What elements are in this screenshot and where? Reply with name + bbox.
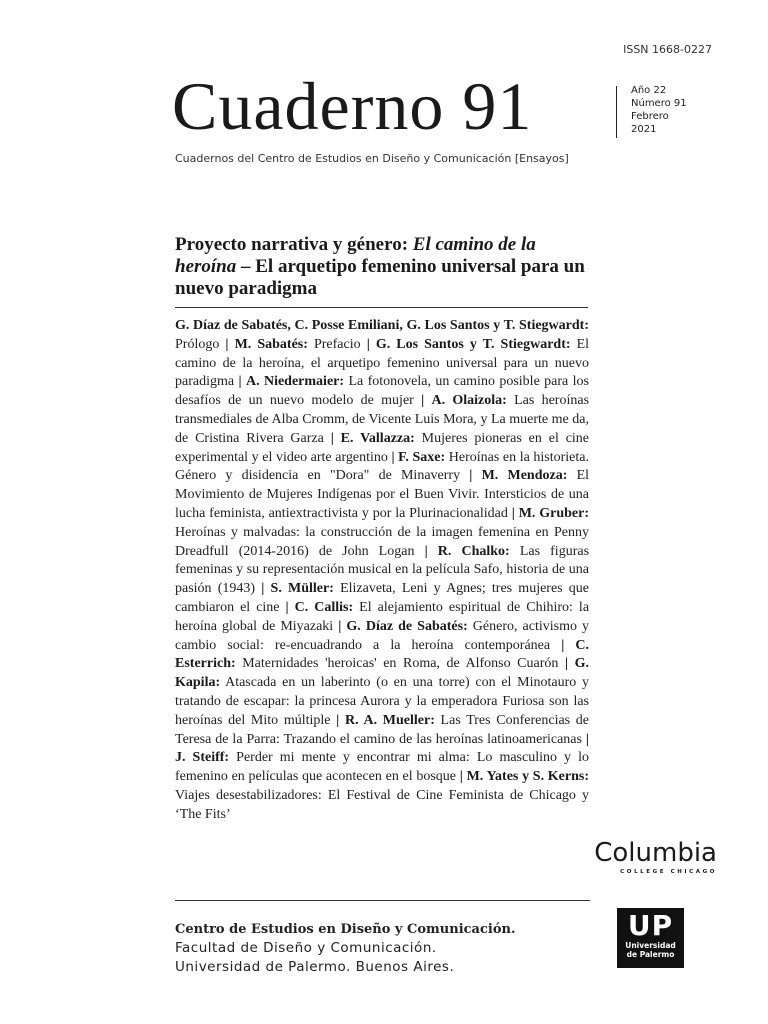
contents-entry-authors: S. Müller: xyxy=(270,581,334,597)
contents-separator: | xyxy=(469,468,473,484)
contents-entry-title: Heroínas en la historieta. Género y disidencia en "Dora" de Minaverry xyxy=(175,449,589,484)
contents-entry-title: Heroínas y malvadas: la construcción de la imagen femenina en Penny Dreadfull (2014-2016) de John Logan xyxy=(175,524,589,559)
issn-number: ISSN 1668-0227 xyxy=(623,43,712,56)
contents-entry-title: Género, activismo y cambio social: re-encuadrando a la heroína contemporánea xyxy=(175,618,590,653)
up-logo-mark: UP xyxy=(627,909,674,942)
article-title xyxy=(175,234,595,300)
contents-separator: | xyxy=(285,599,289,615)
contents-entry-title: El camino de la heroína, el arquetipo femenino universal para un nuevo paradigma xyxy=(175,336,590,390)
contents-entry-title: Las Tres Conferencias de Teresa de la Parra: Trazando el camino de las heroínas latinoamericanas xyxy=(175,712,590,747)
issue-date-year: 2021 xyxy=(631,124,657,135)
contents-separator: | xyxy=(424,543,428,559)
contents-entry-title: Prólogo xyxy=(175,336,220,352)
contents-entry-title: Prefacio xyxy=(313,336,361,352)
contents-separator: | xyxy=(511,505,515,521)
contents-entry-authors: J. Steiff: xyxy=(175,750,230,766)
footer-line-faculty: Facultad de Diseño y Comunicación. xyxy=(175,940,437,956)
contents-entry-title: Atascada en un laberinto (o en una torre) con el Minotauro y tratando de escapar: la princesa Aurora y la emperadora Furiosa son las heroínas del Mito múltiple xyxy=(175,675,589,728)
contents-separator: | xyxy=(261,581,265,597)
publisher-footer xyxy=(175,920,515,977)
table-of-contents xyxy=(175,317,589,825)
contents-entry-authors: R. A. Mueller: xyxy=(344,712,435,728)
contents-entry-title: Maternidades 'heroicas' en Roma, de Alfonso Cuarón xyxy=(242,656,559,672)
contents-separator: | xyxy=(238,374,242,390)
journal-title: Cuaderno 91 xyxy=(172,68,533,144)
article-title-italic: El camino de la heroína xyxy=(175,234,536,277)
contents-entry-authors: G. Kapila: xyxy=(175,656,589,691)
contents-entry-authors: G. Díaz de Sabatés, C. Posse Emiliani, G. Los Santos y T. Stiegwardt: xyxy=(175,318,589,333)
columbia-logo-name: Columbia xyxy=(594,838,717,868)
title-divider xyxy=(175,307,588,308)
up-university-logo xyxy=(617,908,684,968)
contents-entry-authors: F. Saxe: xyxy=(398,449,446,465)
contents-entry-title: El alejamiento espiritual de Chihiro: la heroína global de Miyazaki xyxy=(175,599,590,634)
contents-separator: | xyxy=(459,769,463,785)
contents-entry-title: Las figuras femeninas y su representación musical en la película Safo, historia de una pasión (1943) xyxy=(175,543,590,597)
contents-separator: | xyxy=(561,637,565,653)
journal-subtitle: Cuadernos del Centro de Estudios en Diseño y Comunicación [Ensayos] xyxy=(175,152,569,165)
contents-entry-title: Elizaveta, Leni y Agnes; tres mujeres que cambiaron el cine xyxy=(175,581,590,615)
contents-entry-title: Mujeres pioneras en el cine experimental y el video arte argentino xyxy=(175,430,590,465)
up-logo-line1: Universidad xyxy=(625,941,676,950)
contents-separator: | xyxy=(330,430,334,446)
contents-entry-authors: M. Gruber: xyxy=(518,505,590,521)
contents-entry-title: Las heroínas transmediales de Alba Cromm, de Vicente Luis Mora, y La muerte me da, de Cristina Rivera Garza xyxy=(175,393,590,446)
contents-separator: | xyxy=(564,656,569,672)
columbia-college-logo xyxy=(587,840,717,875)
contents-entry-authors: G. Díaz de Sabatés: xyxy=(346,618,468,634)
contents-entry-title: La fotonovela, un camino posible para los desafíos de un nuevo modelo de mujer xyxy=(175,374,589,409)
footer-line-center: Centro de Estudios en Diseño y Comunicación. xyxy=(175,922,516,937)
contents-entry-authors: M. Yates y S. Kerns: xyxy=(466,769,590,785)
contents-entry-title: Perder mi mente y encontrar mi alma: Lo masculino y lo femenino en películas que acontecen en el bosque xyxy=(175,750,589,785)
contents-entry-authors: C. Callis: xyxy=(294,599,354,615)
masthead-divider xyxy=(616,86,617,138)
contents-entry-authors: C. Esterrich: xyxy=(175,637,590,672)
contents-entry-authors: E. Vallazza: xyxy=(340,430,415,446)
contents-entry-authors: A. Olaizola: xyxy=(431,393,507,409)
contents-separator: | xyxy=(585,731,590,747)
issue-month: Febrero xyxy=(631,111,669,122)
article-title-part1: Proyecto narrativa y género: xyxy=(175,234,413,255)
contents-entry-authors: M. Mendoza: xyxy=(481,468,568,484)
contents-separator: | xyxy=(366,336,370,352)
article-title-part2: – El arquetipo femenino universal para un nuevo paradigma xyxy=(175,256,585,299)
columbia-logo-sub: COLLEGE CHICAGO xyxy=(620,869,717,875)
up-logo-line2: de Palermo xyxy=(626,950,675,959)
contents-separator: | xyxy=(336,712,340,728)
contents-separator: | xyxy=(391,449,395,465)
contents-entry-authors: R. Chalko: xyxy=(437,543,510,559)
issue-year: Año 22 xyxy=(631,85,667,96)
contents-entry-authors: M. Sabatés: xyxy=(234,336,308,352)
contents-entry-authors: G. Los Santos y T. Stiegwardt: xyxy=(375,336,571,352)
footer-line-university: Universidad de Palermo. Buenos Aires. xyxy=(175,959,455,975)
issue-number: Número 91 xyxy=(631,98,687,109)
contents-separator: | xyxy=(421,393,425,409)
issue-info xyxy=(631,84,687,136)
contents-entry-authors: A. Niedermaier: xyxy=(245,374,345,390)
contents-entry xyxy=(235,337,361,352)
contents-separator: | xyxy=(338,618,342,634)
contents-entry-title: Viajes desestabilizadores: El Festival de Cine Feminista de Chicago y ‘The Fits’ xyxy=(175,787,589,822)
contents-separator: | xyxy=(225,336,229,352)
contents-entry-title: El Movimiento de Mujeres Indígenas por el Buen Vivir. Intersticios de una lucha feminista, antiextractivista y por la Plurinacionalidad xyxy=(175,468,590,521)
footer-divider xyxy=(175,900,590,901)
